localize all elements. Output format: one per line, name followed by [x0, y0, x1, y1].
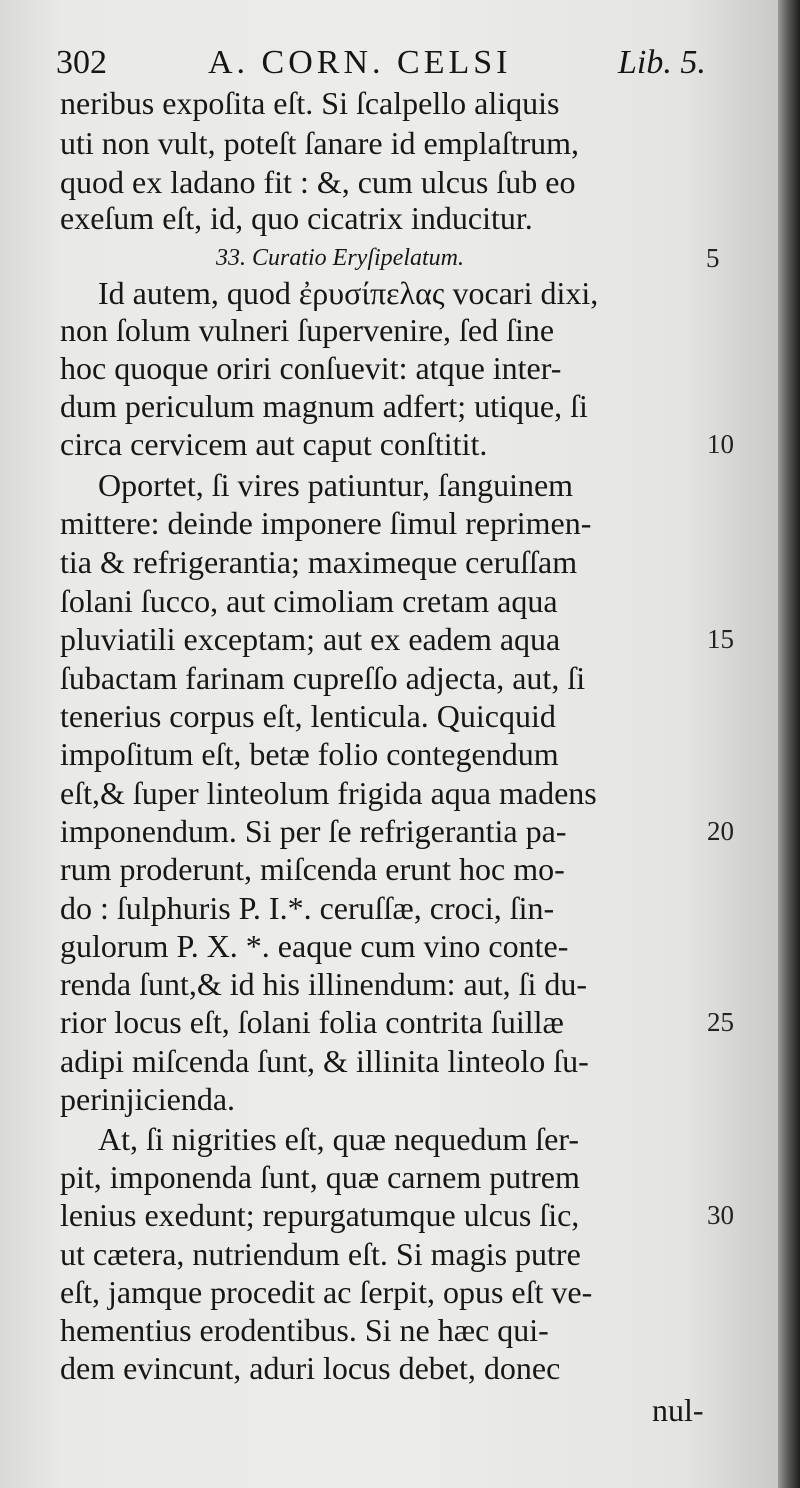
line-number: 25 — [707, 1007, 734, 1037]
text-line: lenius exedunt; repurgatumque ulcus ſic, 30 — [60, 1197, 734, 1233]
page-number: 302 — [56, 44, 107, 81]
line-number: 20 — [707, 816, 734, 846]
line-number: 30 — [707, 1200, 734, 1230]
page-gutter-shadow — [778, 0, 800, 1488]
text-line: eſt,& ſuper linteolum frigida aqua madens — [60, 775, 597, 811]
text-line: Id autem, quod ἐρυσίπελας vocari dixi, — [98, 275, 599, 311]
line-number: 15 — [707, 624, 734, 654]
text-line: neribus expoſita eſt. Si ſcalpello aliquis — [60, 85, 560, 121]
text-line: exeſum eſt, id, quo cicatrix inducitur. — [60, 200, 533, 236]
book-label: Lib. 5. — [618, 44, 706, 81]
text-line: hementius erodentibus. Si ne hæc qui- — [60, 1312, 549, 1348]
text-line: Oportet, ſi vires patiuntur, ſanguinem — [98, 467, 574, 503]
catchword: nul- — [652, 1392, 704, 1428]
text-line: adipi miſcenda ſunt, & illinita linteolo ſu- — [60, 1043, 589, 1079]
text-line: do : ſulphuris P. I.*. ceruſſæ, croci, ſin- — [60, 890, 555, 926]
text-line: quod ex ladano fit : &, cum ulcus ſub eo — [60, 164, 576, 200]
text-line: tenerius corpus eſt, lenticula. Quicquid — [60, 698, 556, 734]
text-line: rum proderunt, miſcenda erunt hoc mo- — [60, 851, 565, 887]
line-number: 5 — [706, 243, 720, 273]
text-line: dum periculum magnum adfert; utique, ſi — [60, 388, 588, 424]
running-head: A. CORN. CELSI — [208, 44, 512, 81]
text-line: hoc quoque oriri conſuevit: atque inter- — [60, 350, 562, 386]
text-line: ſubactam farinam cupreſſo adjecta, aut, ſi — [60, 660, 586, 696]
text-line: ut cætera, nutriendum eſt. Si magis putre — [60, 1236, 581, 1272]
text-line: non ſolum vulneri ſupervenire, ſed ſine — [60, 312, 555, 348]
text-line: At, ſi nigrities eſt, quæ nequedum ſer- — [98, 1121, 580, 1157]
line-number: 10 — [707, 429, 734, 459]
page-header — [56, 44, 706, 88]
text-line: eſt, jamque procedit ac ſerpit, opus eſt ve- — [60, 1274, 593, 1310]
text-line: circa cervicem aut caput conſtitit. 10 — [60, 426, 734, 462]
text-line: dem evincunt, aduri locus debet, donec — [60, 1350, 561, 1386]
text-line: rior locus eſt, ſolani folia contrita ſuillæ 25 — [60, 1004, 734, 1040]
text-line: impoſitum eſt, betæ folio contegendum — [60, 736, 559, 772]
text-line: tia & refrigerantia; maximeque ceruſſam — [60, 544, 578, 580]
section-title: 33. Curatio Eryſipelatum. 5 — [0, 239, 778, 277]
text-line: uti non vult, poteſt ſanare id emplaſtrum, — [60, 125, 579, 161]
text-line: ſolani ſucco, aut cimoliam cretam aqua — [60, 583, 558, 619]
text-line: mittere: deinde imponere ſimul reprimen- — [60, 505, 592, 541]
text-line: perinjicienda. — [60, 1081, 236, 1117]
text-line: imponendum. Si per ſe refrigerantia pa- 20 — [60, 813, 734, 849]
text-line: pit, imponenda ſunt, quæ carnem putrem — [60, 1159, 580, 1195]
text-line: pluviatili exceptam; aut ex eadem aqua 15 — [60, 621, 734, 657]
text-line: gulorum P. X. *. eaque cum vino conte- — [60, 928, 569, 964]
text-line: renda ſunt,& id his illinendum: aut, ſi du- — [60, 966, 588, 1002]
